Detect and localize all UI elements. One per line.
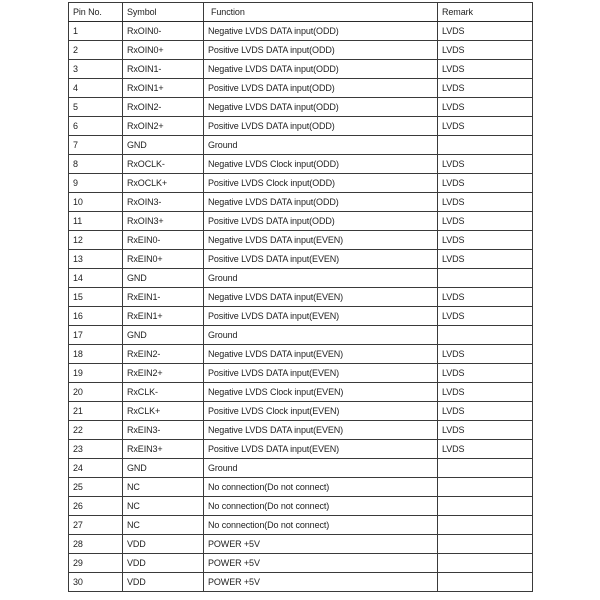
cell-function: Ground — [204, 459, 438, 478]
cell-pin-no: 7 — [69, 136, 123, 155]
cell-remark: LVDS — [438, 155, 533, 174]
table-row — [69, 117, 533, 136]
cell-pin-no: 10 — [69, 193, 123, 212]
cell-symbol: RxEIN1+ — [123, 307, 204, 326]
cell-pin-no: 13 — [69, 250, 123, 269]
cell-symbol: RxEIN1- — [123, 288, 204, 307]
table-row — [69, 288, 533, 307]
cell-symbol: RxOIN1- — [123, 60, 204, 79]
table-row — [69, 231, 533, 250]
cell-remark: LVDS — [438, 174, 533, 193]
table-row — [69, 478, 533, 497]
cell-symbol: RxOIN0- — [123, 22, 204, 41]
cell-pin-no: 6 — [69, 117, 123, 136]
cell-function: Ground — [204, 269, 438, 288]
cell-pin-no: 8 — [69, 155, 123, 174]
cell-symbol: GND — [123, 269, 204, 288]
cell-symbol: RxEIN0- — [123, 231, 204, 250]
cell-function: POWER +5V — [204, 554, 438, 573]
cell-function: Negative LVDS DATA input(ODD) — [204, 22, 438, 41]
cell-symbol: RxOCLK+ — [123, 174, 204, 193]
cell-symbol: NC — [123, 497, 204, 516]
table-row — [69, 155, 533, 174]
pin-assignment-table — [68, 2, 533, 592]
cell-pin-no: 24 — [69, 459, 123, 478]
header-remark: Remark — [438, 3, 533, 22]
cell-remark: LVDS — [438, 383, 533, 402]
cell-pin-no: 18 — [69, 345, 123, 364]
cell-symbol: GND — [123, 136, 204, 155]
cell-function: POWER +5V — [204, 573, 438, 592]
cell-function: Negative LVDS DATA input(ODD) — [204, 98, 438, 117]
table-row — [69, 136, 533, 155]
cell-remark: LVDS — [438, 22, 533, 41]
cell-pin-no: 4 — [69, 79, 123, 98]
table-row — [69, 497, 533, 516]
cell-function: Positive LVDS DATA input(EVEN) — [204, 440, 438, 459]
cell-remark: LVDS — [438, 231, 533, 250]
cell-pin-no: 22 — [69, 421, 123, 440]
cell-symbol: RxEIN0+ — [123, 250, 204, 269]
cell-function: Negative LVDS Clock input(EVEN) — [204, 383, 438, 402]
cell-remark — [438, 535, 533, 554]
cell-pin-no: 11 — [69, 212, 123, 231]
cell-remark — [438, 136, 533, 155]
cell-function: Positive LVDS DATA input(EVEN) — [204, 364, 438, 383]
cell-pin-no: 19 — [69, 364, 123, 383]
table-row — [69, 516, 533, 535]
cell-remark: LVDS — [438, 41, 533, 60]
cell-pin-no: 27 — [69, 516, 123, 535]
cell-remark — [438, 573, 533, 592]
table-row — [69, 383, 533, 402]
table-row — [69, 212, 533, 231]
cell-function: Negative LVDS DATA input(ODD) — [204, 60, 438, 79]
cell-pin-no: 20 — [69, 383, 123, 402]
table-row — [69, 79, 533, 98]
cell-pin-no: 15 — [69, 288, 123, 307]
cell-symbol: VDD — [123, 535, 204, 554]
cell-function: POWER +5V — [204, 535, 438, 554]
table-row — [69, 345, 533, 364]
cell-function: Negative LVDS DATA input(EVEN) — [204, 231, 438, 250]
cell-pin-no: 14 — [69, 269, 123, 288]
table-row — [69, 269, 533, 288]
header-symbol: Symbol — [123, 3, 204, 22]
cell-symbol: RxEIN3- — [123, 421, 204, 440]
table-row — [69, 402, 533, 421]
cell-function: Ground — [204, 326, 438, 345]
cell-symbol: RxCLK- — [123, 383, 204, 402]
cell-symbol: RxOIN3- — [123, 193, 204, 212]
cell-function: Negative LVDS DATA input(EVEN) — [204, 288, 438, 307]
cell-remark: LVDS — [438, 98, 533, 117]
cell-pin-no: 23 — [69, 440, 123, 459]
cell-symbol: RxEIN3+ — [123, 440, 204, 459]
cell-symbol: RxEIN2- — [123, 345, 204, 364]
cell-function: Negative LVDS Clock input(ODD) — [204, 155, 438, 174]
table-row — [69, 98, 533, 117]
cell-function: No connection(Do not connect) — [204, 516, 438, 535]
header-function: Function — [204, 3, 438, 22]
cell-remark: LVDS — [438, 402, 533, 421]
cell-remark — [438, 497, 533, 516]
header-row — [69, 3, 533, 22]
table-row — [69, 440, 533, 459]
cell-pin-no: 5 — [69, 98, 123, 117]
table-row — [69, 421, 533, 440]
cell-pin-no: 12 — [69, 231, 123, 250]
cell-remark — [438, 459, 533, 478]
cell-symbol: VDD — [123, 573, 204, 592]
table-row — [69, 250, 533, 269]
cell-pin-no: 17 — [69, 326, 123, 345]
cell-pin-no: 21 — [69, 402, 123, 421]
cell-symbol: RxOIN2+ — [123, 117, 204, 136]
cell-pin-no: 25 — [69, 478, 123, 497]
cell-symbol: VDD — [123, 554, 204, 573]
cell-pin-no: 28 — [69, 535, 123, 554]
cell-remark: LVDS — [438, 250, 533, 269]
cell-remark: LVDS — [438, 117, 533, 136]
table-row — [69, 174, 533, 193]
cell-remark: LVDS — [438, 440, 533, 459]
cell-function: No connection(Do not connect) — [204, 478, 438, 497]
table-row — [69, 554, 533, 573]
table-row — [69, 22, 533, 41]
table-row — [69, 573, 533, 592]
cell-symbol: RxCLK+ — [123, 402, 204, 421]
cell-remark — [438, 478, 533, 497]
cell-remark — [438, 554, 533, 573]
cell-function: Negative LVDS DATA input(EVEN) — [204, 345, 438, 364]
cell-remark: LVDS — [438, 60, 533, 79]
cell-symbol: GND — [123, 326, 204, 345]
table-row — [69, 307, 533, 326]
cell-symbol: RxOIN2- — [123, 98, 204, 117]
cell-pin-no: 26 — [69, 497, 123, 516]
cell-symbol: RxOIN1+ — [123, 79, 204, 98]
cell-function: Positive LVDS Clock input(ODD) — [204, 174, 438, 193]
cell-remark: LVDS — [438, 421, 533, 440]
cell-pin-no: 1 — [69, 22, 123, 41]
cell-pin-no: 30 — [69, 573, 123, 592]
table-row — [69, 41, 533, 60]
cell-function: Positive LVDS DATA input(EVEN) — [204, 250, 438, 269]
cell-pin-no: 16 — [69, 307, 123, 326]
cell-function: Negative LVDS DATA input(EVEN) — [204, 421, 438, 440]
cell-function: Ground — [204, 136, 438, 155]
cell-symbol: RxOIN0+ — [123, 41, 204, 60]
cell-pin-no: 2 — [69, 41, 123, 60]
cell-remark — [438, 326, 533, 345]
cell-function: Negative LVDS DATA input(ODD) — [204, 193, 438, 212]
cell-function: No connection(Do not connect) — [204, 497, 438, 516]
cell-remark: LVDS — [438, 345, 533, 364]
cell-function: Positive LVDS DATA input(ODD) — [204, 212, 438, 231]
table-row — [69, 193, 533, 212]
cell-function: Positive LVDS Clock input(EVEN) — [204, 402, 438, 421]
cell-function: Positive LVDS DATA input(ODD) — [204, 41, 438, 60]
cell-remark: LVDS — [438, 288, 533, 307]
cell-function: Positive LVDS DATA input(EVEN) — [204, 307, 438, 326]
cell-symbol: RxEIN2+ — [123, 364, 204, 383]
cell-pin-no: 9 — [69, 174, 123, 193]
cell-pin-no: 3 — [69, 60, 123, 79]
cell-symbol: NC — [123, 478, 204, 497]
header-pin-no: Pin No. — [69, 3, 123, 22]
cell-function: Positive LVDS DATA input(ODD) — [204, 79, 438, 98]
table-header — [69, 3, 533, 22]
cell-remark: LVDS — [438, 79, 533, 98]
cell-remark — [438, 269, 533, 288]
cell-remark: LVDS — [438, 364, 533, 383]
table-row — [69, 60, 533, 79]
cell-symbol: RxOIN3+ — [123, 212, 204, 231]
table-body — [69, 22, 533, 592]
table-row — [69, 459, 533, 478]
table-row — [69, 364, 533, 383]
cell-remark: LVDS — [438, 307, 533, 326]
cell-remark: LVDS — [438, 212, 533, 231]
cell-remark — [438, 516, 533, 535]
cell-remark: LVDS — [438, 193, 533, 212]
cell-symbol: RxOCLK- — [123, 155, 204, 174]
cell-pin-no: 29 — [69, 554, 123, 573]
cell-function: Positive LVDS DATA input(ODD) — [204, 117, 438, 136]
table-row — [69, 535, 533, 554]
cell-symbol: NC — [123, 516, 204, 535]
table-row — [69, 326, 533, 345]
cell-symbol: GND — [123, 459, 204, 478]
